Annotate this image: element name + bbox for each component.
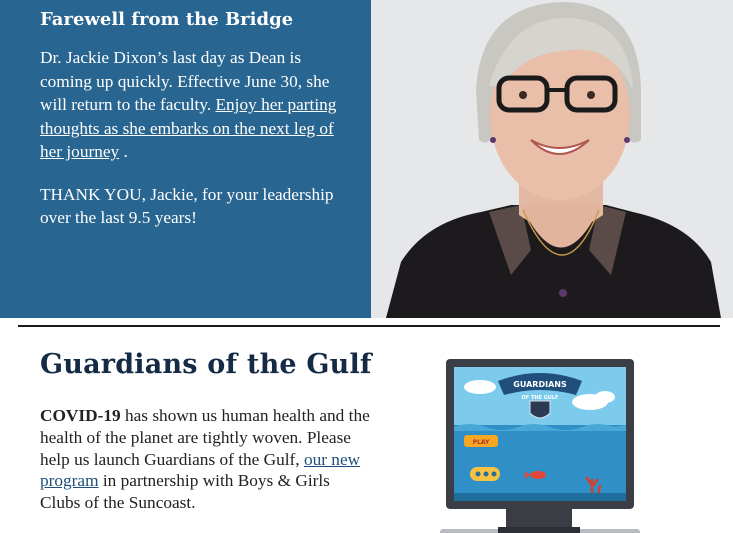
farewell-heading: Farewell from the Bridge (40, 9, 294, 30)
guardians-text-part1: has shown us human health and the health of the planet are tightly woven. Please help us launch Guardians of the Gulf, (40, 406, 370, 469)
farewell-paragraph (40, 46, 351, 164)
farewell-text-panel (0, 0, 371, 318)
farewell-paragraph-text: Dr. Jackie Dixon’s last day as Dean is coming up quickly. Effective June 30, she will return to the faculty. (40, 48, 330, 114)
farewell-paragraph-end: . (119, 142, 128, 161)
guardians-paragraph (40, 405, 370, 514)
game-logo-subtext: OF THE GULF (521, 395, 559, 401)
game-monitor-illustration (440, 357, 640, 533)
portrait-illustration (371, 0, 733, 318)
dean-portrait-photo (371, 0, 733, 318)
guardians-text-part2: in partnership with Boys & Girls Clubs of the Suncoast. (40, 471, 330, 513)
monitor-svg (440, 357, 640, 533)
thank-you-paragraph: THANK YOU, Jackie, for your leadership over the last 9.5 years! (40, 184, 334, 227)
parting-thoughts-link[interactable]: Enjoy her parting thoughts as she embarks on the next leg of her journey (40, 95, 337, 161)
covid-bold-lead: COVID-19 (40, 406, 121, 425)
play-button-label: PLAY (472, 439, 490, 446)
fish-icon (530, 471, 546, 479)
new-program-link[interactable]: our new program (40, 449, 361, 491)
game-logo-text: GUARDIANS (513, 380, 567, 389)
guardians-section (0, 327, 733, 533)
guardians-title: Guardians of the Gulf (40, 349, 372, 380)
